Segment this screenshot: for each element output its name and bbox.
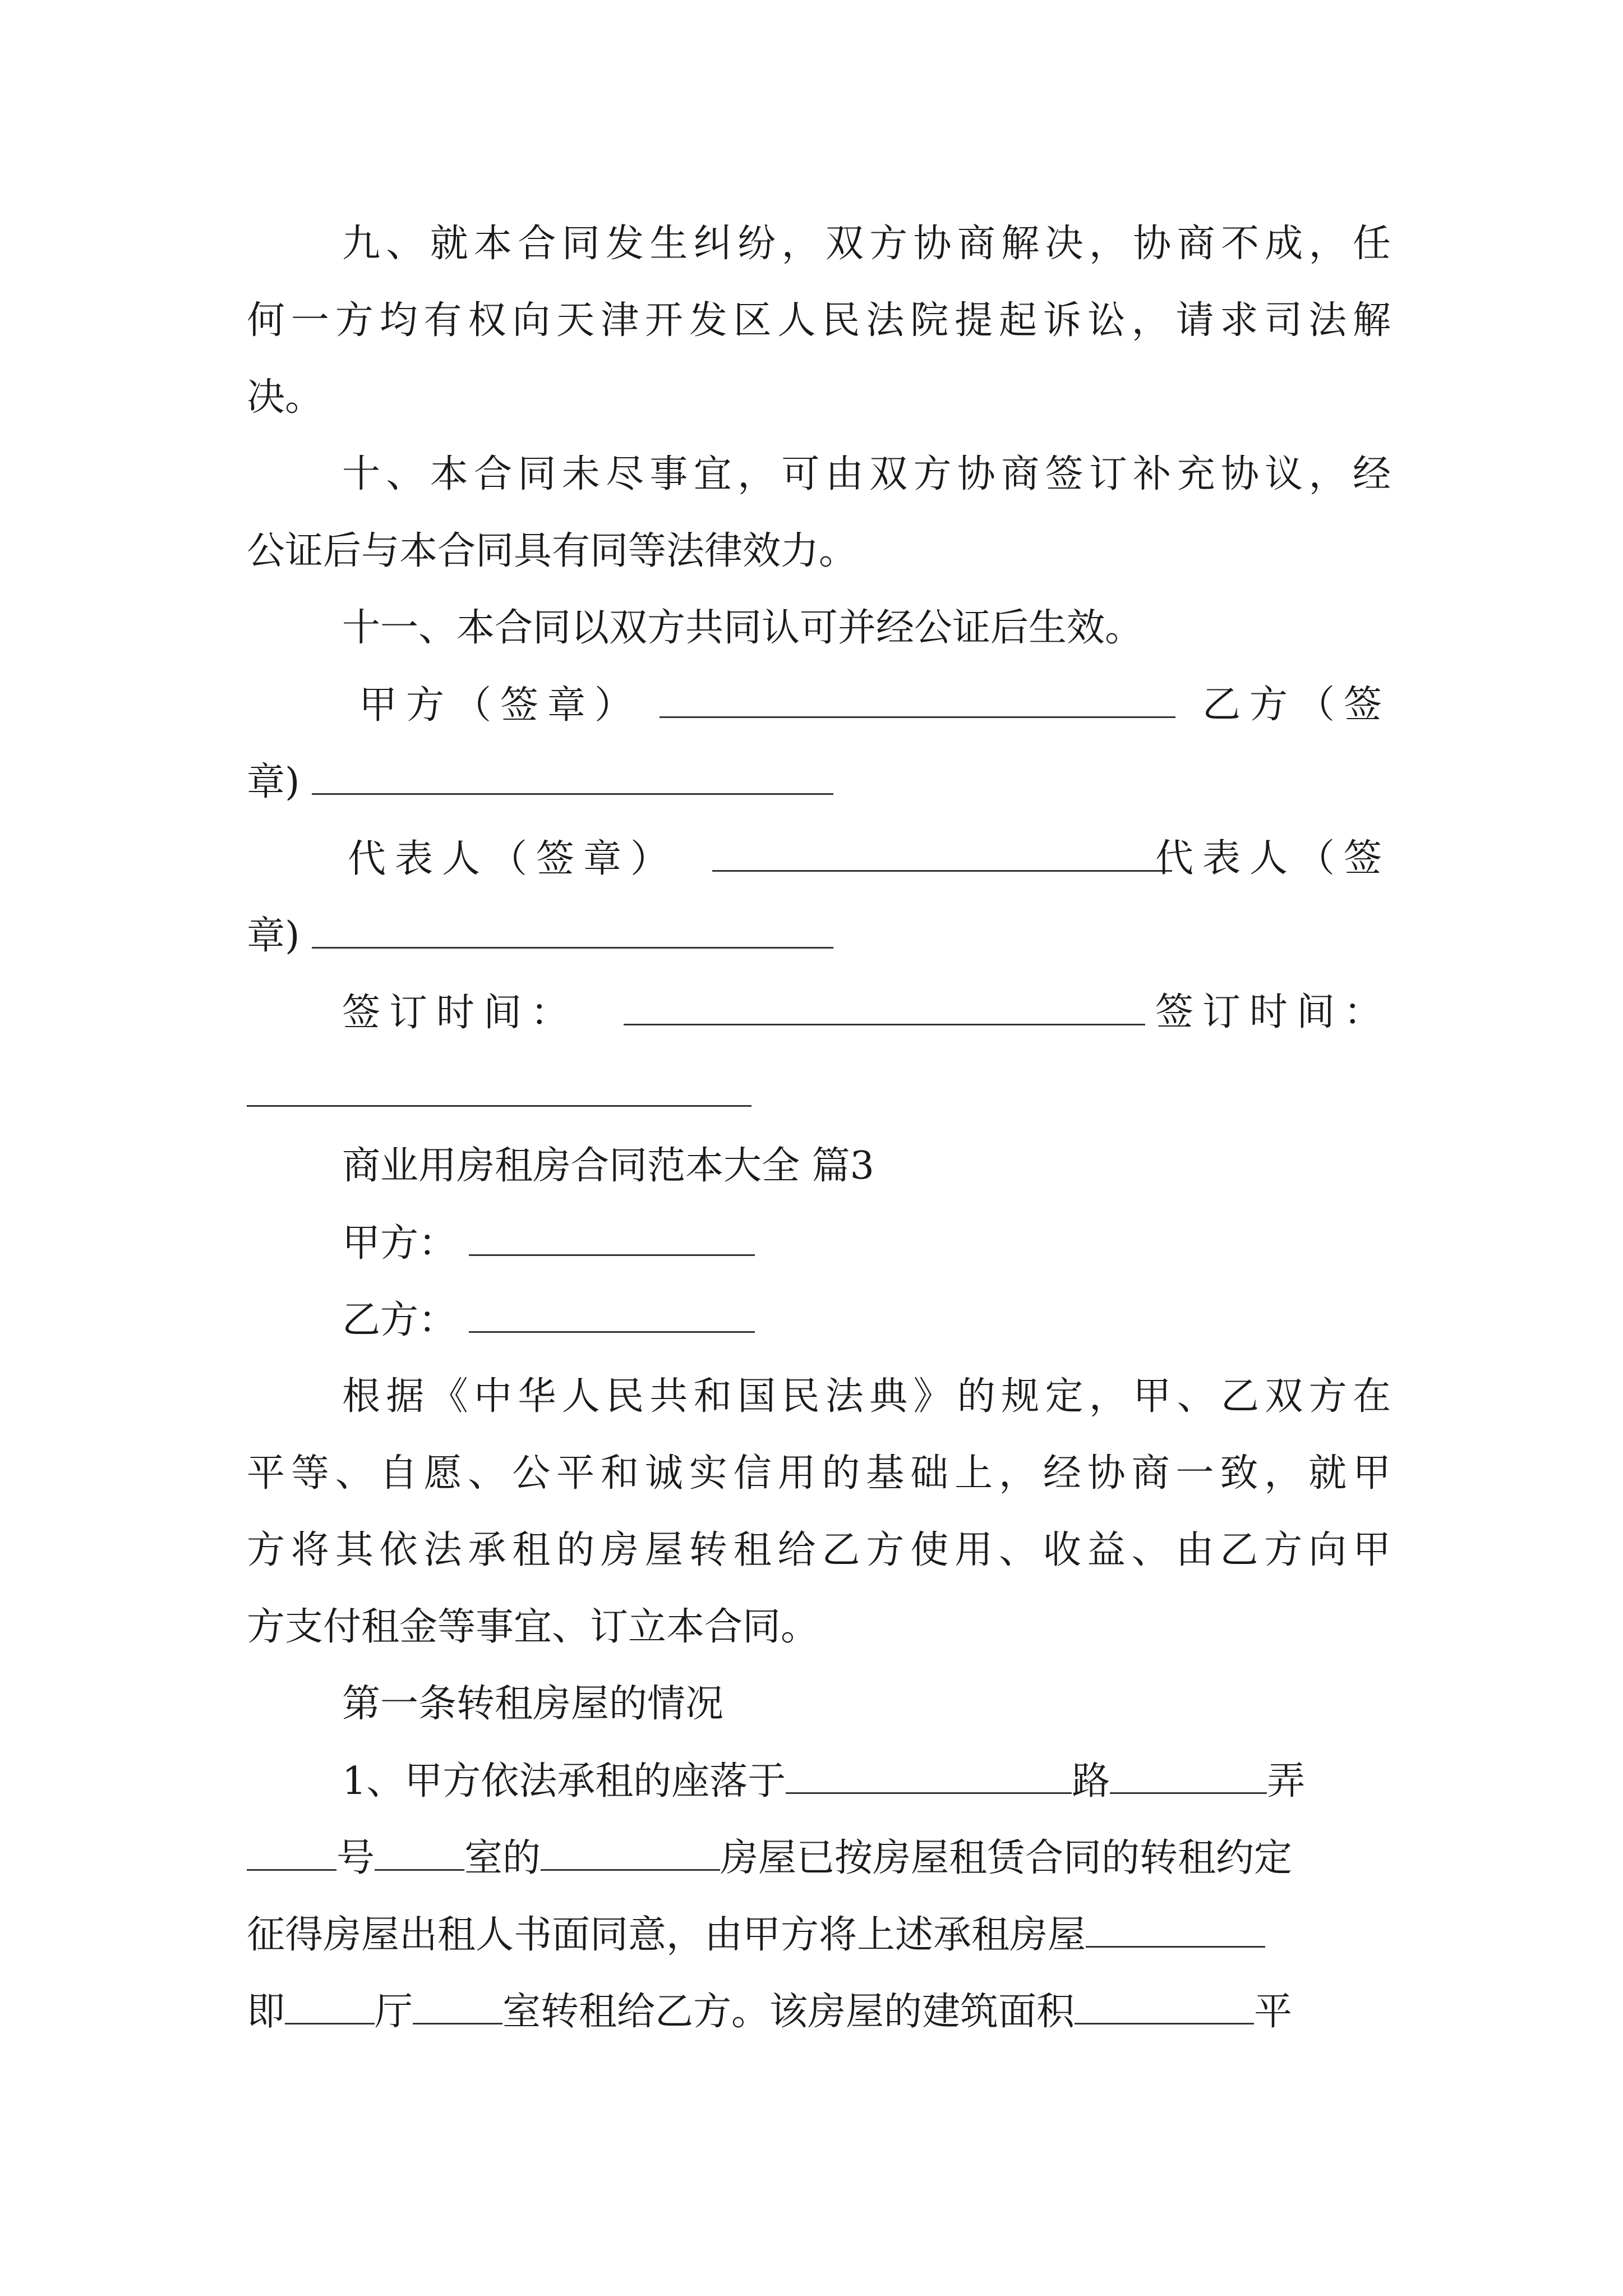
article-1-line-3: [247, 1907, 1391, 1963]
article-1-text-c: 弄: [1267, 1759, 1306, 1803]
article-1-title: 第一条转租房屋的情况: [342, 1682, 724, 1726]
party-b-signature-label: 乙方（签: [1202, 683, 1391, 727]
leased-house-blank: [1086, 1907, 1265, 1948]
sign-date-label-a: 签订时间：: [342, 991, 578, 1035]
article-1-text-j: 室转租给乙方。该房屋的建筑面积: [502, 1990, 1075, 2034]
clause-9-line-1: 九、就本合同发生纠纷，双方协商解决，协商不成，任: [342, 222, 1391, 266]
hall-blank: [285, 1984, 375, 2024]
article-1-text-g: 征得房屋出租人书面同意，由甲方将上述承租房屋: [247, 1913, 1086, 1957]
party-b-signature-blank: [312, 754, 833, 795]
article-1-text-f: 房屋已按房屋租赁合同的转租约定: [720, 1836, 1293, 1880]
representative-a-blank: [712, 831, 1172, 872]
clause-10-line-2: 公证后与本合同具有同等法律效力。: [247, 529, 857, 573]
party-a-row: [342, 1215, 1391, 1271]
representative-b-blank: [312, 908, 833, 949]
number-blank: [247, 1830, 336, 1871]
party-a-label: 甲方：: [342, 1221, 457, 1266]
preamble-line-2: 平等、自愿、公平和诚实信用的基础上，经协商一致，就甲: [247, 1451, 1391, 1496]
article-1-line-1: [342, 1753, 1391, 1809]
preamble-line-4: 方支付租金等事宜、订立本合同。: [247, 1605, 819, 1649]
area-blank: [1075, 1984, 1254, 2024]
preamble-line-1: 根据《中华人民共和国民法典》的规定，甲、乙双方在: [342, 1374, 1391, 1419]
sign-date-label-b: 签订时间：: [1155, 990, 1391, 1034]
article-1-text-b: 路: [1072, 1759, 1110, 1803]
article-1-line-4: [247, 1984, 1391, 2040]
representative-a-row: [348, 831, 1391, 887]
clause-10-line-1: 十、本合同未尽事宜，可由双方协商签订补充协议，经: [342, 452, 1391, 496]
article-1-text-e: 室的: [464, 1836, 541, 1880]
representative-a-label: 代表人（签章）: [348, 837, 678, 881]
party-a-blank: [469, 1215, 755, 1256]
sign-date-blank-a: [624, 984, 1145, 1025]
representative-b-label-end: 章): [247, 914, 300, 958]
article-1-text-d: 号: [336, 1836, 375, 1880]
party-b-blank: [469, 1292, 755, 1333]
article-1-text-h: 即: [247, 1990, 285, 2034]
party-b-signature-label-end: 章): [247, 760, 300, 804]
article-1-text-a: 1、甲方依法承租的座落于: [342, 1759, 786, 1803]
representative-b-label: 代表人（签: [1155, 836, 1391, 881]
clause-11: 十一、本合同以双方共同认可并经公证后生效。: [342, 606, 1144, 650]
sign-date-blank-b: [247, 1105, 751, 1107]
clause-9-line-3: 决。: [247, 375, 324, 420]
room-blank: [375, 1830, 464, 1871]
party-b-row: [342, 1292, 1391, 1348]
party-b-signature-row: [247, 754, 1391, 810]
representative-b-row: [247, 908, 1391, 964]
party-a-signature-row: [359, 677, 1391, 733]
party-a-signature-blank: [660, 677, 1175, 718]
clause-9-line-2: 何一方均有权向天津开发区人民法院提起诉讼，请求司法解: [247, 298, 1391, 343]
sign-date-row: [342, 984, 1391, 1041]
article-1-text-i: 厅: [375, 1990, 413, 2034]
house-blank: [541, 1830, 720, 1871]
lane-blank: [1110, 1753, 1267, 1794]
room-count-blank: [413, 1984, 502, 2024]
road-blank: [786, 1753, 1072, 1794]
article-1-line-2: [247, 1830, 1391, 1886]
preamble-line-3: 方将其依法承租的房屋转租给乙方使用、收益、由乙方向甲: [247, 1528, 1391, 1572]
party-b-label: 乙方：: [342, 1298, 457, 1342]
section-title: 商业用房租房合同范本大全 篇3: [342, 1144, 874, 1188]
party-a-signature-label: 甲方（签章）: [359, 683, 642, 728]
article-1-text-k: 平: [1254, 1990, 1293, 2034]
